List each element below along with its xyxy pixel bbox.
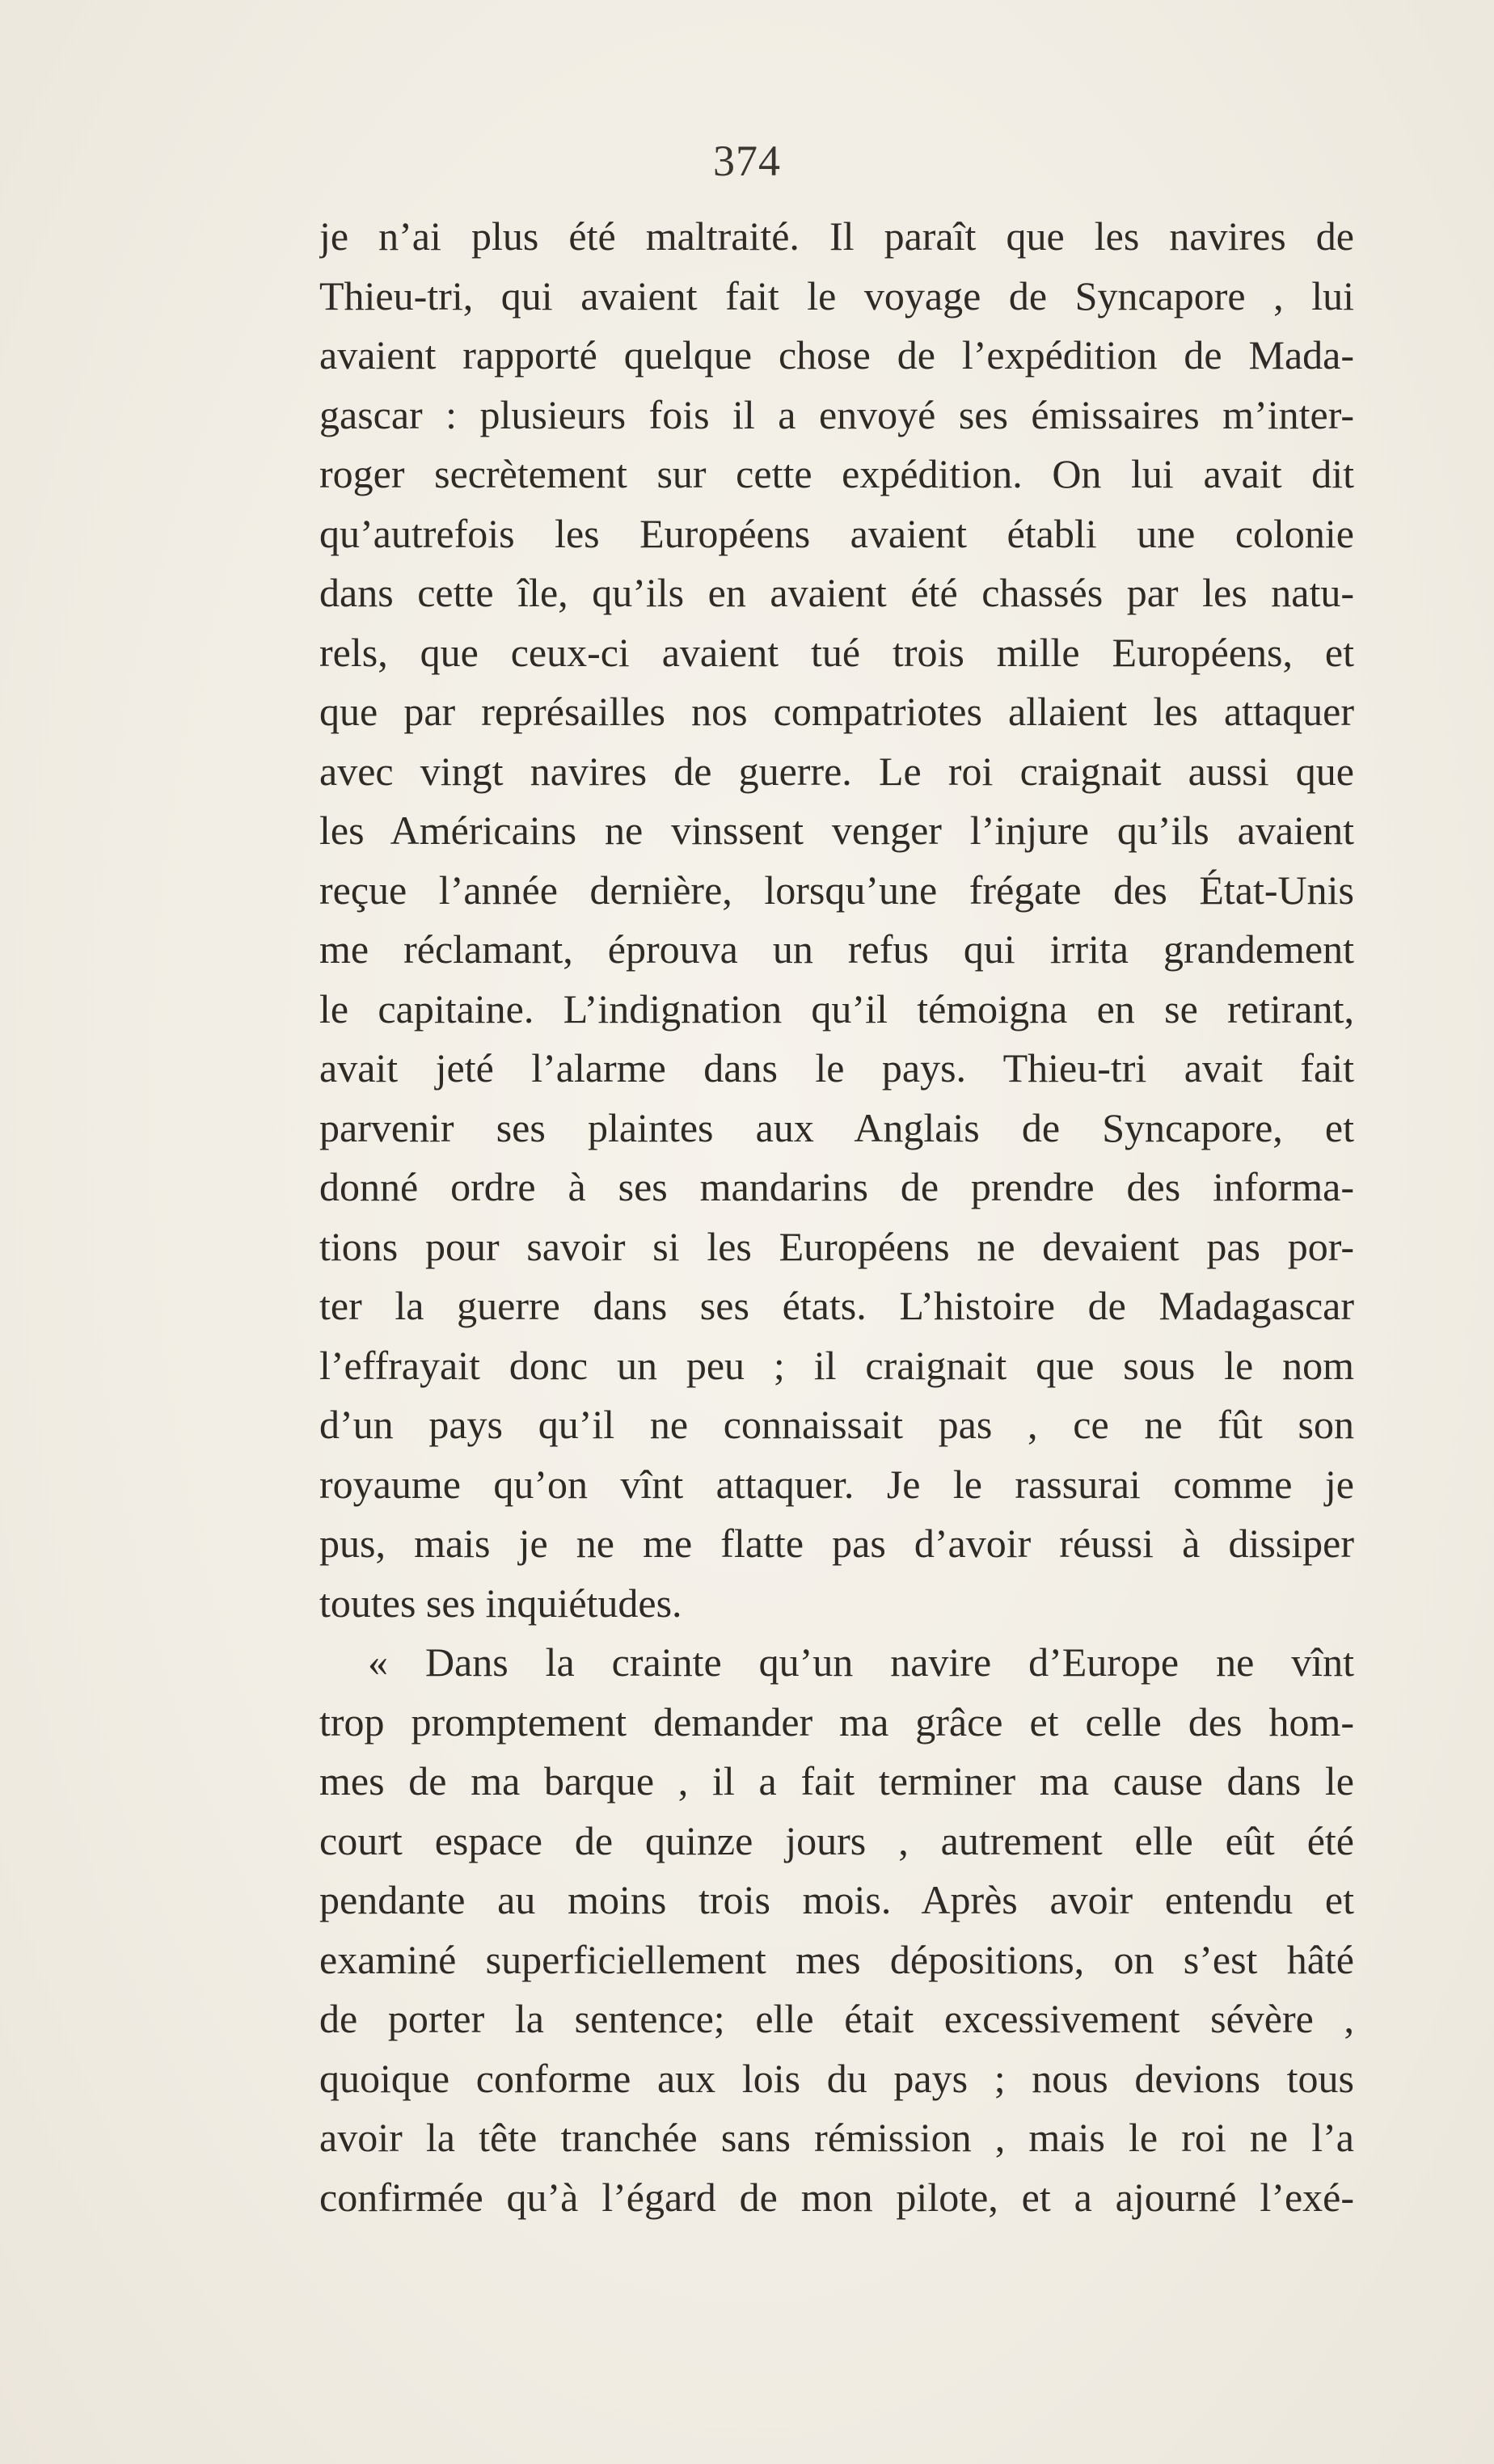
paragraph-start-line: « Dans la crainte qu’un navire d’Europe ne vînt bbox=[368, 1639, 1354, 1685]
text-line: que par représailles nos compatriotes allaient les attaquer bbox=[319, 689, 1354, 734]
text-line: pendante au moins trois mois. Après avoir entendu et bbox=[319, 1877, 1354, 1922]
text-line: Thieu-tri, qui avaient fait le voyage de Syncapore , lui bbox=[319, 272, 1354, 319]
text-line: rels, que ceux-ci avaient tué trois mille Européens, et bbox=[319, 629, 1354, 675]
text-line: ter la guerre dans ses états. L’histoire de Madagascar bbox=[319, 1283, 1354, 1328]
text-line: tions pour savoir si les Européens ne devaient pas por- bbox=[319, 1223, 1354, 1269]
text-line: confirmée qu’à l’égard de mon pilote, et a ajourné l’exé- bbox=[319, 2174, 1354, 2220]
text-line: reçue l’année dernière, lorsqu’une frégate des État-Unis bbox=[319, 867, 1354, 913]
text-line: d’un pays qu’il ne connaissait pas , ce ne fût son bbox=[319, 1402, 1354, 1447]
text-line: qu’autrefois les Européens avaient établi une colonie bbox=[319, 510, 1354, 556]
text-line: roger secrètement sur cette expédition. On lui avait dit bbox=[319, 451, 1354, 496]
body-text bbox=[319, 207, 1354, 2227]
text-line: avaient rapporté quelque chose de l’expédition de Mada- bbox=[319, 332, 1354, 378]
text-line: trop promptement demander ma grâce et celle des hom- bbox=[319, 1698, 1354, 1745]
text-line: mes de ma barque , il a fait terminer ma cause dans le bbox=[319, 1758, 1354, 1804]
text-line: avoir la tête tranchée sans rémission , mais le roi ne l’a bbox=[319, 2115, 1354, 2160]
text-line: donné ordre à ses mandarins de prendre des informa- bbox=[319, 1164, 1354, 1209]
text-line: avait jeté l’alarme dans le pays. Thieu-tri avait fait bbox=[319, 1045, 1354, 1091]
text-line: parvenir ses plaintes aux Anglais de Syncapore, et bbox=[319, 1104, 1354, 1150]
paragraph-end-line: toutes ses inquiétudes. bbox=[319, 1580, 682, 1626]
text-line: court espace de quinze jours , autrement elle eût été bbox=[319, 1817, 1354, 1863]
text-line: gascar : plusieurs fois il a envoyé ses émissaires m’inter- bbox=[319, 391, 1354, 437]
text-line: quoique conforme aux lois du pays ; nous devions tous bbox=[319, 2055, 1354, 2101]
text-line: me réclamant, éprouva un refus qui irrita grandement bbox=[319, 926, 1354, 972]
text-line: examiné superficiellement mes dépositions, on s’est hâté bbox=[319, 1936, 1354, 1982]
text-line: pus, mais je ne me flatte pas d’avoir réussi à dissiper bbox=[319, 1521, 1354, 1566]
page-number: 374 bbox=[713, 137, 781, 185]
text-line: avec vingt navires de guerre. Le roi craignait aussi que bbox=[319, 748, 1354, 794]
text-line: l’effrayait donc un peu ; il craignait que sous le nom bbox=[319, 1342, 1354, 1388]
text-line: de porter la sentence; elle était excessivement sévère , bbox=[319, 1996, 1354, 2041]
text-line: je n’ai plus été maltraité. Il paraît que les navires de bbox=[319, 213, 1354, 259]
text-line: dans cette île, qu’ils en avaient été chassés par les natu- bbox=[319, 570, 1354, 615]
text-line: les Américains ne vinssent venger l’injure qu’ils avaient bbox=[319, 808, 1354, 853]
text-line: royaume qu’on vînt attaquer. Je le rassurai comme je bbox=[319, 1461, 1354, 1507]
text-line: le capitaine. L’indignation qu’il témoigna en se retirant, bbox=[319, 985, 1354, 1032]
